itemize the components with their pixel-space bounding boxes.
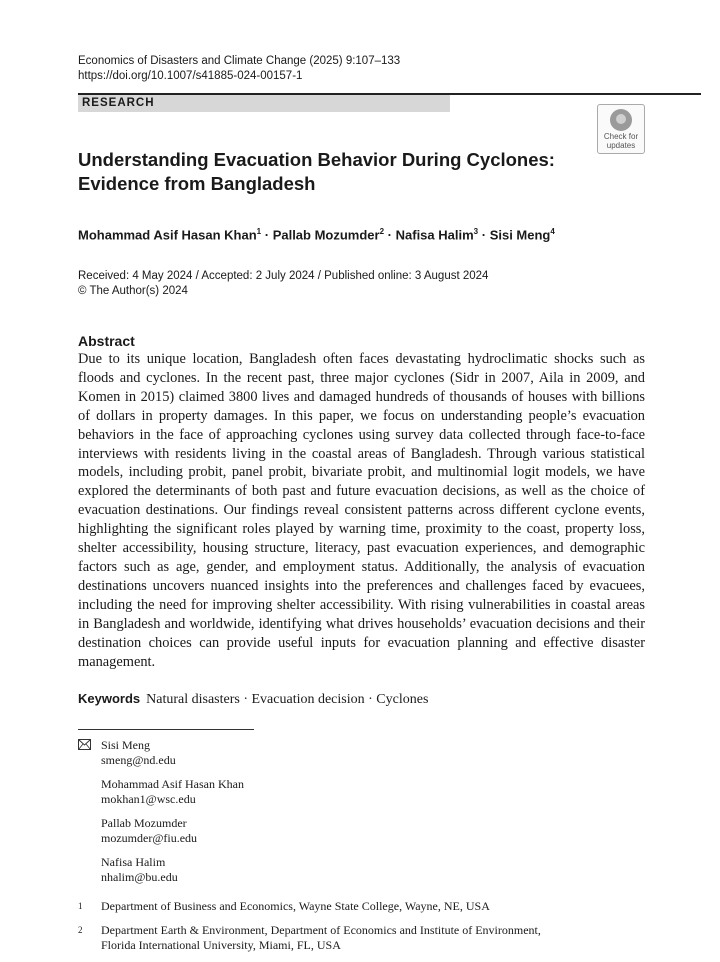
author-separator: · (384, 227, 396, 243)
check-for-updates-button[interactable] (597, 104, 645, 154)
affiliation-line: Department Earth & Environment, Department of Economics and Institute of Environment, (101, 923, 541, 937)
contact-item (101, 777, 244, 807)
check-updates-line1: Check for (603, 132, 639, 141)
affiliation-line: Florida International University, Miami, FL, USA (101, 938, 341, 952)
contact-email[interactable]: smeng@nd.edu (101, 753, 176, 767)
author-affil-mark: 2 (379, 227, 385, 236)
doi-link[interactable]: https://doi.org/10.1007/s41885-024-00157-1 (78, 70, 303, 82)
contact-name: Pallab Mozumder (101, 816, 187, 830)
affiliation-list (78, 899, 638, 962)
contact-email[interactable]: nhalim@bu.edu (101, 870, 178, 884)
check-for-updates-icon (610, 109, 632, 131)
contact-email[interactable]: mokhan1@wsc.edu (101, 792, 196, 806)
paper-title (78, 148, 588, 196)
contact-name: Mohammad Asif Hasan Khan (101, 777, 244, 791)
keywords-line (78, 691, 428, 708)
footnote-rule (78, 729, 254, 730)
author-name[interactable]: Sisi Meng (489, 227, 551, 243)
affiliation-number: 1 (78, 901, 83, 911)
author-separator: · (261, 227, 273, 243)
author-name[interactable]: Nafisa Halim (395, 227, 474, 243)
keywords-text: Natural disasters · Evacuation decision · Cyclones (146, 692, 429, 707)
section-label: RESEARCH (82, 97, 155, 109)
keywords-label: Keywords (78, 691, 141, 706)
author-affil-mark: 4 (550, 227, 555, 236)
contact-item (101, 855, 244, 885)
author-name[interactable]: Mohammad Asif Hasan Khan (78, 227, 257, 243)
affiliation-item (78, 899, 638, 914)
contact-email[interactable]: mozumder@fiu.edu (101, 831, 198, 845)
journal-citation: Economics of Disasters and Climate Change (2025) 9:107–133 (78, 55, 401, 67)
author-affil-mark: 3 (473, 227, 479, 236)
contact-name: Nafisa Halim (101, 855, 166, 869)
author-separator: · (478, 227, 490, 243)
author-name[interactable]: Pallab Mozumder (272, 227, 380, 243)
contact-item (101, 816, 244, 846)
contact-item (101, 738, 244, 768)
affiliation-line: Department of Business and Economics, Wayne State College, Wayne, NE, USA (101, 899, 490, 913)
contact-list (101, 738, 244, 894)
affiliation-item (78, 923, 638, 953)
contact-name: Sisi Meng (101, 738, 151, 752)
dates-line: Received: 4 May 2024 / Accepted: 2 July 2024 / Published online: 3 August 2024 (78, 270, 489, 282)
abstract-heading: Abstract (78, 333, 135, 349)
author-list (78, 227, 555, 242)
journal-header (78, 54, 400, 84)
copyright-line: © The Author(s) 2024 (78, 285, 188, 297)
envelope-icon (78, 739, 91, 750)
title-line-2: Evidence from Bangladesh (78, 173, 316, 194)
abstract-text: Due to its unique location, Bangladesh often faces devastating hydroclimatic shocks such as floods and cyclones. In the recent past, three major cyclones (Sidr in 2007, Aila in 2009, and Komen in 2015) claimed 3800 lives and damaged hundreds of thousands of houses with billions of dollars in property damages. In this paper, we focus on understanding people’s evacuation behaviors in the face of approaching cyclones using survey data collected through face-to-face interviews with residents living in the coastal areas of Bangladesh. Through various statistical models, including probit, panel probit, bivariate probit, and multinomial logit models, we have explored the determinants of both past and future evacuation decisions, as well as the choice of evacuation destinations. Our findings reveal consistent patterns across different cyclone events, highlighting the significant roles played by warning time, proximity to the coast, property loss, shelter accessibility, housing structure, literacy, past evacuation experiences, and demographic factors such as age, gender, and employment status. Additionally, the analysis of evacuation destinations uncovers nuanced insights into the preferences and challenges faced by evacuees, including the need for improving shelter accessibility. With rising vulnerabilities in coastal areas in Bangladesh and worldwide, identifying what drives households’ evacuation decisions and their destination choices can provide useful inputs for evacuation planning and effective disaster management. (78, 351, 645, 670)
publication-dates (78, 269, 488, 299)
author-affil-mark: 1 (256, 227, 262, 236)
title-line-1: Understanding Evacuation Behavior During Cyclones: (78, 149, 555, 170)
check-updates-line2: updates (606, 141, 636, 150)
affiliation-number: 2 (78, 925, 83, 935)
